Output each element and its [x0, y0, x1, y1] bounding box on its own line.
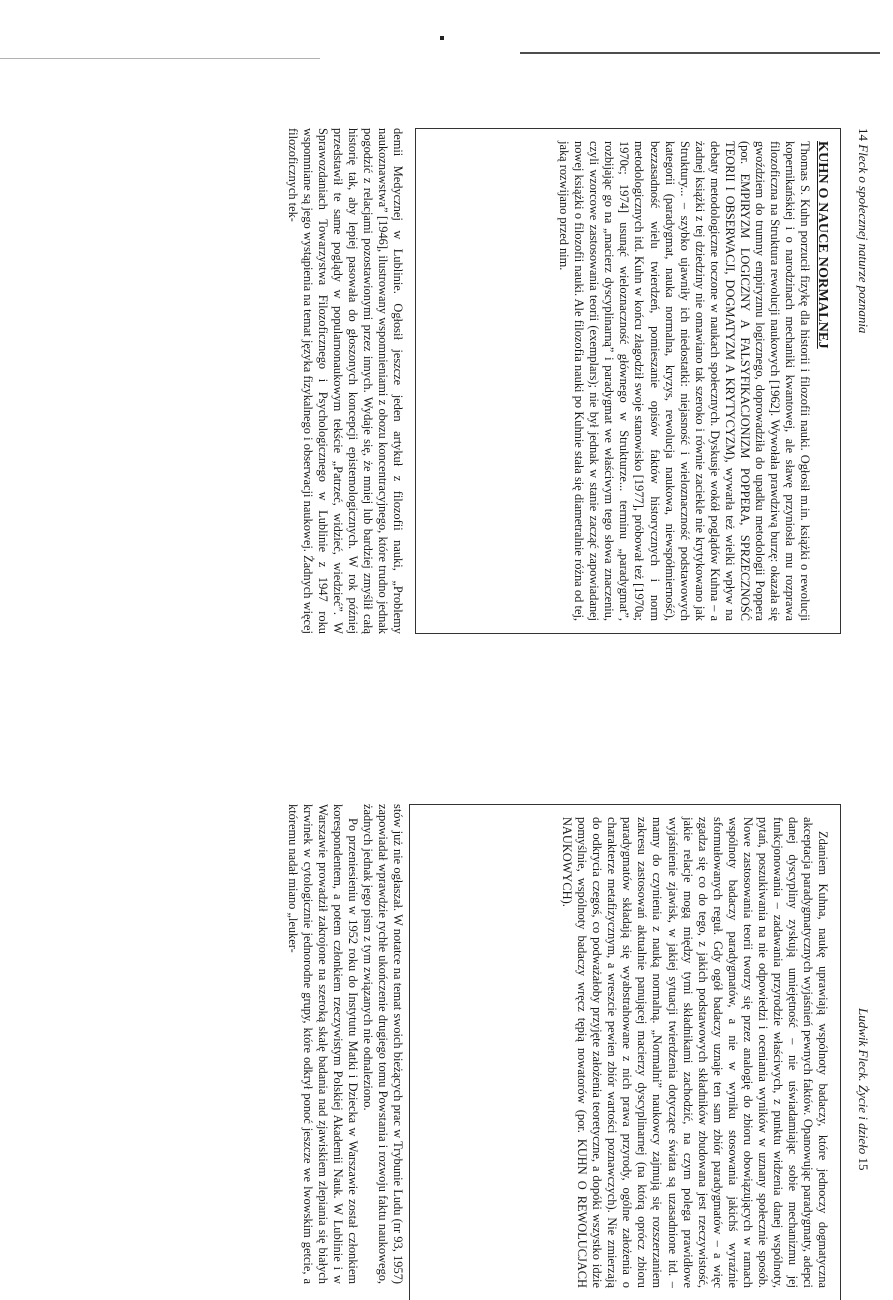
- sidebar-heading: KUHN O NAUCE NORMALNEJ: [815, 141, 830, 349]
- right-page-number: 15: [856, 1157, 871, 1171]
- left-running-title: Fleck o społecznej naturze poznania: [856, 144, 871, 334]
- body-paragraph: stów już nie ogłaszał. W notatce na temat swoich bieżących prac w Trybunie Ludu (nr 93, 1957) zapowiadał wprawdzie rychłe ukończenie drugiego tomu Powstania i rozwoju faktu naukowego, żadnych jednak jego pism z tym związanych nie odnaleziono.: [360, 804, 405, 1284]
- left-body-text: [285, 128, 405, 634]
- body-paragraph: Po przeniesieniu w 1952 roku do Instytutu Matki i Dziecka w Warszawie został członkiem korespondentem, a potem członkiem rzeczywistym Polskiej Akademii Nauk. W Lublinie i w Warszawie prowadził zakrojone na szeroką skalę badania nad zjawiskiem zlepiania się białych krwinek w cytologicznie jednorodne grupy, które odkrył ponoć jeszcze we lwowskim getcie, a któremu nadał miano „leuker-: [285, 804, 360, 1284]
- right-page-header: [855, 1008, 871, 1170]
- sidebar-text-column: [556, 141, 812, 621]
- right-running-title: Ludwik Fleck. Życie i dzieło: [856, 1008, 871, 1155]
- right-body-text: [285, 804, 405, 1284]
- sidebar-box-kuhn-normal-science: [415, 128, 841, 634]
- sidebar-paragraph: Zdaniem Kuhna, naukę uprawiają wspólnoty badaczy, które jednoczy dogmatyczna akceptacja paradygmatycznych wyjaśnień pewnych faktów. Opanowując paradygmaty, adepci danej dyscypliny zyskują umiejętność – nie uświadamiając sobie mechanizmu jej funkcjonowania – zadawania przyrodzie właściwych, z punktu widzenia danej wspólnoty, pytań, poszukiwania na nie odpowiedzi i oceniania wyników w uznany społecznie sposób. Nowe zastosowania teorii tworzy się przez analogię do zbioru obowiązujących w ramach wspólnoty badaczy paradygmatów, a nie w wyniku stosowania jakichś wyraźnie sformułowanych reguł. Gdy ogół badaczy uznaje ten sam zbiór paradygmatów – a więc zgadza się co do tego, z jakich podstawowych składników zbudowana jest rzeczywistość, jakie relacje mogą między tymi składnikami zachodzić, na czym polega prawidłowe wyjaśnienie zjawisk, w jakiej sytuacji twierdzenia dotyczące świata są uzasadnione itd. – mamy do czynienia z nauką normalną. „Normalni” naukowcy zajmują się rozszerzaniem zakresu zastosowań aktualnie panującej macierzy dyscyplinarnej (na którą oprócz zbioru paradygmatów składają się wyabstrahowane z nich prawa przyrody, ogólne założenia o charakterze metafizycznym, a wreszcie pewien zbiór wartości poznawczych). Nie zmierzają do odkrycia czegoś, co podważałoby przyjęte założenia teoretyczne, a dopóki wszystko idzie pomyślnie, wspólnoty badaczy wręcz tępią nowatorów (por. KUHN O REWOLUCJACH NAUKOWYCH).: [560, 817, 830, 1288]
- body-paragraph: demii Medycznej w Lublinie. Ogłosił jeszcze jeden artykuł z filozofii nauki, „Problemy naukoznawstwa” [1946], ilustrowany wspomnieniami z obozu koncentracyjnego, które trudno jednak pogodzić z relacjami pozostawionymi przez innych. Wydaje się, że mniej lub bardziej zmyślił całą historię tak, aby lepiej pasowała do głoszonych koncepcji epistemologicznych. W rok później przedstawił te same poglądy w popularnonaukowym tekście „Patrzeć, widzieć, wiedzieć”. W Sprawozdaniach Towarzystwa Filozoficznego i Psychologicznego w Lublinie z 1947 roku wspomniane są jego wystąpienia na temat języka fizykalnego i obserwacji naukowej. Żadnych więcej filozoficznych tek-: [285, 128, 405, 634]
- left-page-header: [855, 128, 871, 333]
- sidebar-box-continued: [409, 804, 841, 1300]
- sidebar-paragraph: Thomas S. Kuhn porzucił fizykę dla historii i filozofii nauki. Ogłosił m.in. książki o rewolucji kopernikańskiej i o narodzinach mechaniki kwantowej, ale sławę przyniosła mu rozprawa filozoficzna na Struktura rewolucji naukowych [1962]. Wywołała prawdziwą burzę: okazała się gwoździem do trumny empiryzmu logicznego, doprowadziła do upadku metodologii Poppera (por. EMPIRYZM LOGICZNY A FALSYFIKACJONIZM POPPERA, SPRZECZNOŚĆ TEORII I OBSERWACJI, DOGMATYZM A KRYTYCYZM), wywarła też wielki wpływ na debaty metodologiczne toczone w naukach społecznych. Dyskusje wokół poglądów Kuhna – a żadnej książki z tej dziedziny nie omawiano tak szeroko i równie zaciekle nie krytykowano jak Struktury... – szybko ujawniły ich niedostatki: niejasność i wieloznaczność podstawowych kategorii (paradygmat, nauka normalna, kryzys, rewolucja naukowa, niewspółmierność), bezzasadność wielu twierdzeń, pomieszanie opisów faktów historycznych i norm metodologicznych itd. Kuhn w końcu złagodził swoje stanowisko [1977], próbował też [1970a; 1970c; 1974] usunąć wieloznaczność głównego w Strukturze... terminu „paradygmat”, rozbijając go na „macierz dyscyplinarną” i paradygmat we właściwym tego słowa znaczeniu, czyli wzorcowe zastosowania teorii (exemplars); nie był jednak w stanie zacząć zapowiadanej nowej książki o filozofii nauki. Ale filozofia nauki po Kuhnie stała się diametralnie różna od tej, jaką rozwijano przed nim.: [557, 141, 812, 621]
- sidebar-text-column: [559, 817, 830, 1288]
- left-page-number: 14: [856, 128, 871, 141]
